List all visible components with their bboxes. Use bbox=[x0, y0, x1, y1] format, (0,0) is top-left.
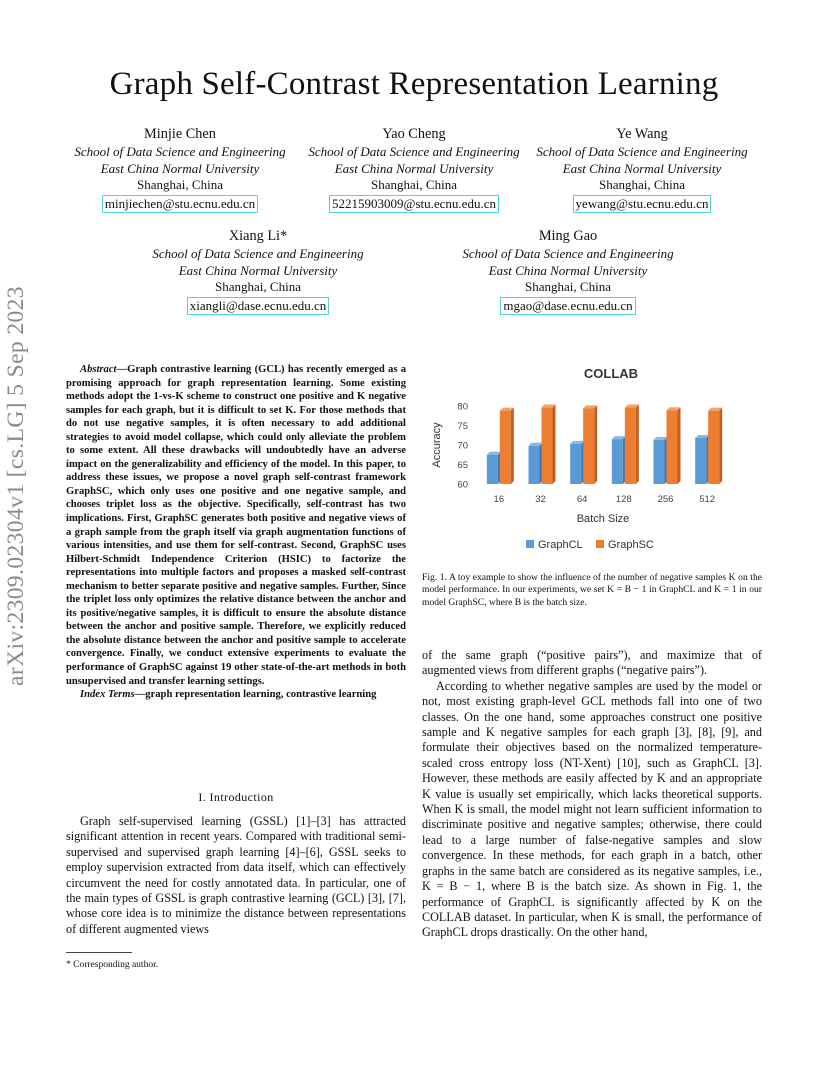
collab-bar-chart bbox=[428, 360, 762, 560]
legend-label-graphsc: GraphSC bbox=[608, 539, 654, 551]
bar-graphsc bbox=[583, 408, 594, 484]
section-heading: I. Introduction bbox=[198, 790, 274, 804]
abstract bbox=[66, 363, 406, 702]
right-paragraph-1: of the same graph (“positive pairs”), and maximize that of augmented views from different graphs (“negative pairs”). bbox=[422, 648, 762, 678]
author-block-1 bbox=[60, 126, 300, 213]
bar-graphcl bbox=[612, 439, 623, 484]
author-email-link[interactable]: minjiechen@stu.ecnu.edu.cn bbox=[102, 195, 258, 213]
intro-paragraph bbox=[66, 814, 406, 937]
x-tick-label: 128 bbox=[615, 494, 632, 505]
bar-side-graphsc bbox=[594, 405, 597, 484]
x-tick-label: 32 bbox=[535, 494, 546, 505]
abstract-label: Abstract bbox=[80, 364, 117, 375]
x-tick-label: 256 bbox=[657, 494, 674, 505]
author-university: East China Normal University bbox=[488, 262, 648, 278]
y-axis-label: Accuracy bbox=[431, 422, 443, 468]
right-column-text bbox=[422, 648, 762, 941]
right-paragraph-2: According to whether negative samples are used by the model or not, most existing graph-level GCL methods fall into one of two classes. On the one hand, some approaches construct one positive sample and K negative samples for each graph [3], [8], [9], and formulate their objectives based on the normalized temperature-scaled cross entropy loss (NT-Xent) [10], such as GraphCL [3]. However, these methods are easily affected by K and an appropriate K value is usually set empirically, which lacks theoretical supports. When K is small, the model might not learn sufficient information to discriminate positive and negative samples; otherwise, there could lead to a large number of false-negative samples and slow convergence. In these methods, for each graph in a batch, other graphs in the same batch are considered as its negative samples, i.e., K = B − 1, where B is the batch size. As shown in Fig. 1, the performance of GraphCL is significantly affected by K on the COLLAB dataset. In particular, when K is small, the performance of GraphCL drops drastically. On the other hand, bbox=[422, 678, 762, 940]
bar-side-graphsc bbox=[511, 408, 514, 484]
author-city: Shanghai, China bbox=[599, 177, 685, 193]
bar-side-graphsc bbox=[719, 408, 722, 484]
author-name: Ye Wang bbox=[616, 126, 668, 142]
x-tick-label: 16 bbox=[493, 494, 505, 505]
x-axis-label: Batch Size bbox=[576, 513, 630, 525]
chart-title: COLLAB bbox=[583, 366, 639, 381]
bar-graphsc bbox=[500, 411, 511, 484]
bar-graphsc bbox=[625, 408, 636, 484]
abstract-text: —Graph contrastive learning (GCL) has recently emerged as a promising approach for graph representation learning. Some existing methods adopt the 1-vs-K scheme to construct one positive and K negative samples for each graph, but it is difficult to set K. For those methods that do not use negative samples, it is often necessary to add additional strategies to avoid model collapse, which could only alleviate the problem to some extent. All these drawbacks will undoubtedly have an adverse impact on the generalizability and efficiency of the model. In this paper, to address these issues, we propose a novel graph self-contrast framework GraphSC, which only uses one positive and one negative sample, and chooses triplet loss as the objective. Specifically, self-contrast has two implications. First, GraphSC generates both positive and negative views of a graph sample from the graph itself via graph augmentation functions of various intensities, and use them for self-contrast. Second, GraphSC uses Hilbert-Schmidt Independence Criterion (HSIC) to factorize the representations into multiple factors and proposes a masked self-contrast mechanism to better separate positive and negative samples. Further, Since the triplet loss only optimizes the relative distance between the anchor and its positive/negative samples, it is difficult to ensure the absolute distance between the anchor and positive sample. Therefore, we explicitly reduced the absolute distance between the anchor and positive sample to accelerate convergence. Finally, we conduct extensive experiments to evaluate the performance of GraphSC against 19 other state-of-the-art methods in both unsupervised and transfer learning settings. bbox=[66, 364, 406, 687]
index-terms-text: —graph representation learning, contrastive learning bbox=[134, 689, 377, 701]
bar-side-graphsc bbox=[678, 407, 681, 484]
index-terms-label: Index Terms bbox=[80, 689, 135, 701]
legend-swatch-graphsc bbox=[596, 540, 604, 548]
author-name: Xiang Li* bbox=[228, 228, 288, 244]
author-university: East China Normal University bbox=[334, 160, 494, 176]
author-block-2 bbox=[290, 126, 538, 213]
y-tick-label: 80 bbox=[457, 401, 468, 413]
author-name: Yao Cheng bbox=[382, 126, 446, 142]
bar-graphsc bbox=[667, 410, 678, 484]
bar-graphsc bbox=[542, 408, 553, 484]
bar-graphsc bbox=[708, 411, 719, 484]
author-university: East China Normal University bbox=[562, 160, 722, 176]
y-tick-label: 65 bbox=[457, 460, 468, 471]
y-tick-label: 75 bbox=[457, 421, 468, 432]
author-block-4 bbox=[136, 228, 380, 315]
author-school: School of Data Science and Engineering bbox=[74, 144, 286, 160]
bar-graphcl bbox=[654, 440, 665, 484]
author-city: Shanghai, China bbox=[215, 279, 301, 295]
author-email-link[interactable]: xiangli@dase.ecnu.edu.cn bbox=[187, 297, 330, 315]
x-tick-label: 64 bbox=[576, 494, 588, 505]
author-university: East China Normal University bbox=[100, 160, 260, 176]
footnote-rule bbox=[66, 952, 132, 953]
y-tick-label: 70 bbox=[457, 440, 468, 452]
figure-caption: Fig. 1. A toy example to show the influence of the number of negative samples K on the model performance. In our experiments, we set K = B − 1 in GraphCL and K = 1 in our model GraphSC, where B is the batch size. bbox=[422, 572, 762, 608]
author-school: School of Data Science and Engineering bbox=[536, 144, 748, 160]
bar-side-graphsc bbox=[553, 405, 556, 484]
arxiv-stamp: arXiv:2309.02304v1 [cs.LG] 5 Sep 2023 bbox=[3, 286, 29, 686]
bar-graphcl bbox=[487, 455, 498, 484]
author-city: Shanghai, China bbox=[525, 279, 611, 295]
author-university: East China Normal University bbox=[178, 262, 338, 278]
bar-graphcl bbox=[570, 444, 581, 484]
legend-label-graphcl: GraphCL bbox=[538, 539, 583, 551]
author-school: School of Data Science and Engineering bbox=[462, 246, 674, 262]
bar-graphcl bbox=[695, 438, 706, 484]
legend-swatch-graphcl bbox=[526, 540, 534, 548]
paper-title: Graph Self-Contrast Representation Learning bbox=[109, 66, 719, 102]
author-name: Ming Gao bbox=[538, 228, 598, 244]
y-tick-label: 60 bbox=[457, 479, 468, 491]
author-city: Shanghai, China bbox=[371, 177, 457, 193]
author-school: School of Data Science and Engineering bbox=[308, 144, 520, 160]
author-email-link[interactable]: yewang@stu.ecnu.edu.cn bbox=[573, 195, 712, 213]
author-school: School of Data Science and Engineering bbox=[152, 246, 364, 262]
author-email-link[interactable]: 52215903009@stu.ecnu.edu.cn bbox=[329, 195, 499, 213]
footnote: * Corresponding author. bbox=[66, 960, 159, 970]
bar-graphcl bbox=[529, 446, 540, 484]
bar-side-graphsc bbox=[636, 405, 639, 484]
author-block-3 bbox=[522, 126, 762, 213]
x-tick-label: 512 bbox=[699, 494, 716, 505]
author-name: Minjie Chen bbox=[144, 126, 216, 142]
author-email-link[interactable]: mgao@dase.ecnu.edu.cn bbox=[500, 297, 635, 315]
intro-text: Graph self-supervised learning (GSSL) [1]–[3] has attracted significant attention in recent years. Compared with traditional semi-supervised and supervised graph learning [4]–[6], GSSL seeks to employ supervision extracted from data itself, which can effectively circumvent the need for costly annotated data. In particular, one of the main types of GSSL is graph contrastive learning (GCL) [3], [7], whose core idea is to minimize the distance between representations of different augmented views bbox=[66, 814, 406, 936]
author-city: Shanghai, China bbox=[137, 177, 223, 193]
author-block-5 bbox=[446, 228, 690, 315]
